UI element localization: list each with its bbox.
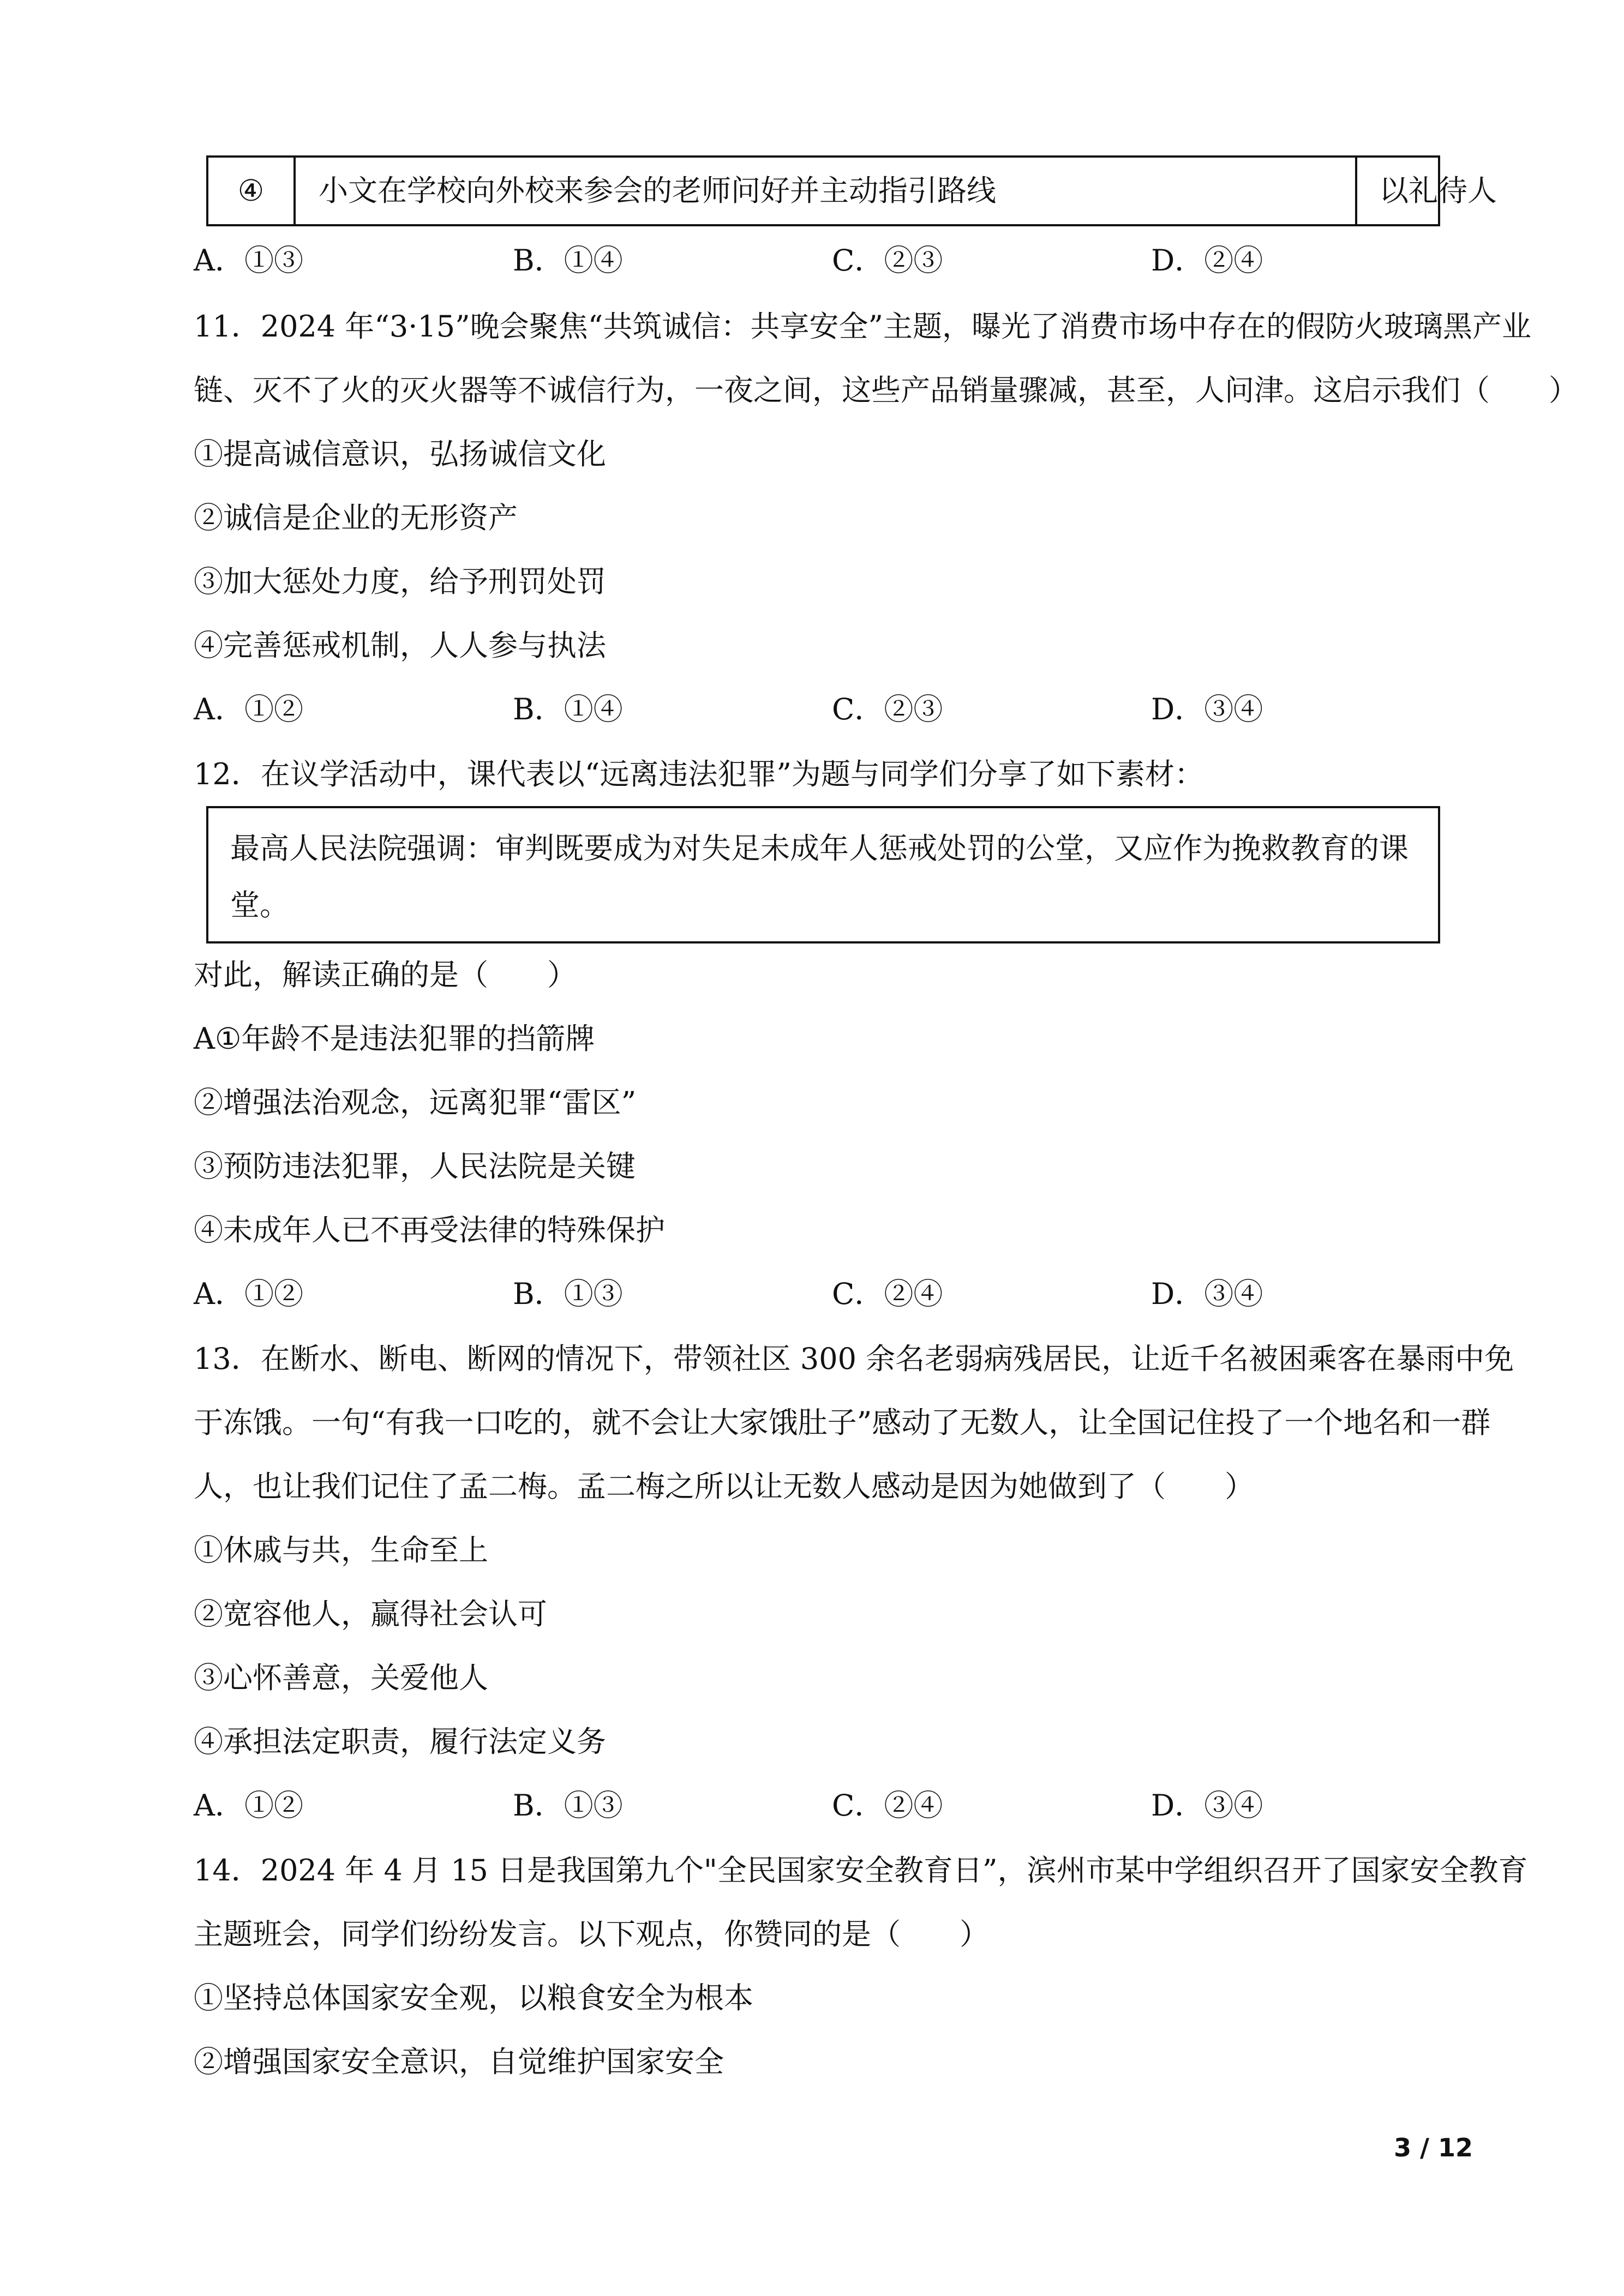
q14-option-1: ①坚持总体国家安全观，以粮食安全为根本 xyxy=(194,1981,753,2015)
q10-choices xyxy=(194,241,1421,280)
q13-stem-line-3: 人，也让我们记住了孟二梅。孟二梅之所以让无数人感动是因为她做到了（ ） xyxy=(194,1469,1254,1504)
q13-option-3: ③心怀善意，关爱他人 xyxy=(194,1661,488,1695)
q12-option-1: A①年龄不是违法犯罪的挡箭牌 xyxy=(194,1021,595,1056)
choice-b: B．①③ xyxy=(513,1277,623,1311)
choice-a: A．①② xyxy=(194,692,303,726)
q12-quote-box xyxy=(206,806,1440,943)
choice-c: C．②③ xyxy=(832,692,943,726)
choice-b: B．①③ xyxy=(513,1788,623,1823)
choice-a: A．①② xyxy=(194,1277,303,1311)
q11-option-2: ②诚信是企业的无形资产 xyxy=(194,501,518,535)
q13-stem-line-2: 于冻饿。一句“有我一口吃的，就不会让大家饿肚子”感动了无数人，让全国记住投了一个地名和一群 xyxy=(194,1405,1491,1440)
q12-stem: 12．在议学活动中，课代表以“远离违法犯罪”为题与同学们分享了如下素材： xyxy=(194,757,1204,791)
q12-prompt: 对此，解读正确的是（ ） xyxy=(194,958,577,992)
choice-c: C．②③ xyxy=(832,243,943,278)
choice-d: D．②④ xyxy=(1151,243,1263,278)
q11-option-4: ④完善惩戒机制，人人参与执法 xyxy=(194,628,606,663)
q13-option-2: ②宽容他人，赢得社会认可 xyxy=(194,1597,547,1631)
q12-option-2: ②增强法治观念，远离犯罪“雷区” xyxy=(194,1085,637,1120)
q12-option-3: ③预防违法犯罪，人民法院是关键 xyxy=(194,1149,636,1183)
choice-d: D．③④ xyxy=(1151,1277,1263,1311)
q14-option-2: ②增强国家安全意识，自觉维护国家安全 xyxy=(194,2045,724,2079)
q11-stem-line-1: 11．2024 年“3·15”晚会聚焦“共筑诚信：共享安全”主题，曝光了消费市场中存在的假防火玻璃黑产业 xyxy=(194,309,1531,344)
choice-a: A．①③ xyxy=(194,243,303,278)
q11-option-1: ①提高诚信意识，弘扬诚信文化 xyxy=(194,437,606,471)
table-cell-number: ④ xyxy=(208,158,296,224)
q14-stem-line-2: 主题班会，同学们纷纷发言。以下观点，你赞同的是（ ） xyxy=(194,1917,989,1951)
page-number: 3 / 12 xyxy=(1394,2133,1473,2162)
choice-b: B．①④ xyxy=(513,692,623,726)
q11-stem-line-2: 链、灭不了火的灭火器等不诚信行为，一夜之间，这些产品销量骤减，甚至，人问津。这启示我们（ ） xyxy=(194,373,1578,407)
choice-c: C．②④ xyxy=(832,1277,943,1311)
table-row xyxy=(206,155,1497,226)
q13-option-1: ①休戚与共，生命至上 xyxy=(194,1533,488,1567)
quote-line-2: 堂。 xyxy=(230,888,289,922)
q13-stem-line-1: 13．在断水、断电、断网的情况下，带领社区 300 余名老弱病残居民，让近千名被困乘客在暴雨中免 xyxy=(194,1342,1514,1376)
quote-line-1: 最高人民法院强调：审判既要成为对失足未成年人惩戒处罚的公堂，又应作为挽救教育的课 xyxy=(230,831,1409,865)
choice-d: D．③④ xyxy=(1151,1788,1263,1823)
q13-choices xyxy=(194,1786,1421,1825)
q11-choices xyxy=(194,690,1421,729)
q11-option-3: ③加大惩处力度，给予刑罚处罚 xyxy=(194,564,606,599)
choice-a: A．①② xyxy=(194,1788,303,1823)
q12-choices xyxy=(194,1275,1421,1314)
q14-stem-line-1: 14．2024 年 4 月 15 日是我国第九个"全民国家安全教育日”，滨州市某中学组织召开了国家安全教育 xyxy=(194,1853,1528,1888)
q12-option-4: ④未成年人已不再受法律的特殊保护 xyxy=(194,1213,665,1247)
choice-d: D．③④ xyxy=(1151,692,1263,726)
choice-b: B．①④ xyxy=(513,243,623,278)
choice-c: C．②④ xyxy=(832,1788,943,1823)
table-cell-content: 小文在学校向外校来参会的老师问好并主动指引路线 xyxy=(296,158,1357,224)
q13-option-4: ④承担法定职责，履行法定义务 xyxy=(194,1724,606,1759)
table-cell-value: 以礼待人 xyxy=(1379,173,1497,208)
